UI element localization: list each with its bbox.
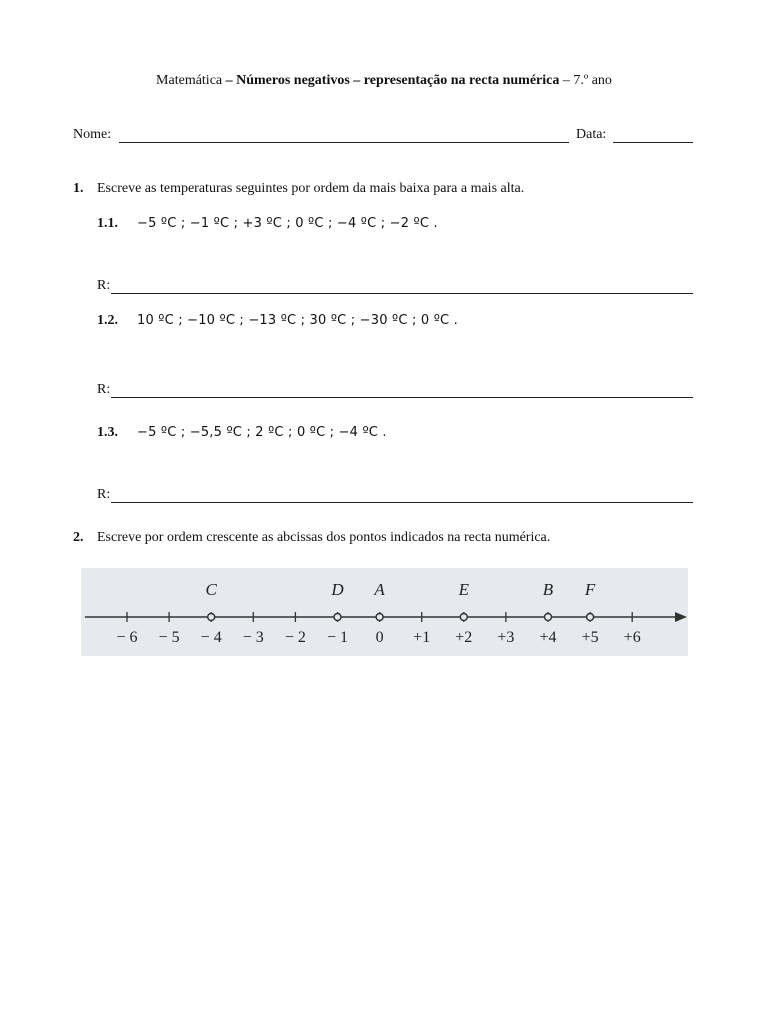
temperature-list: −5 ºC ; −5,5 ºC ; 2 ºC ; 0 ºC ; −4 ºC .	[137, 425, 387, 440]
name-field[interactable]	[119, 142, 569, 143]
answer-line-1-2	[97, 382, 693, 400]
item-number: 1.1.	[97, 216, 118, 231]
tick-label: − 3	[242, 629, 264, 646]
tick-label: +2	[455, 629, 473, 646]
question-1	[73, 181, 524, 197]
topic: Números negativos – representação na recta numérica	[236, 73, 560, 88]
point-label: D	[331, 580, 344, 599]
point-label: A	[374, 580, 385, 599]
point-label: C	[205, 580, 217, 599]
answer-line-1-1	[97, 278, 693, 296]
item-number: 1.3.	[97, 425, 118, 440]
point-label: F	[584, 580, 596, 599]
point-marker	[587, 614, 594, 621]
point-marker	[208, 614, 215, 621]
tick-label: − 6	[116, 629, 138, 646]
tick-label: +1	[413, 629, 431, 646]
answer-field[interactable]	[111, 293, 693, 294]
tick-label: − 5	[158, 629, 180, 646]
grade: – 7.º ano	[559, 73, 612, 88]
item-1-3	[97, 425, 387, 441]
axis-arrow-icon	[675, 612, 687, 622]
question-number: 2.	[73, 530, 84, 545]
tick-label: − 1	[326, 629, 349, 646]
tick-label: +3	[497, 629, 515, 646]
answer-label: R:	[97, 487, 111, 502]
item-1-1	[97, 216, 438, 232]
date-label: Data:	[576, 127, 607, 142]
subject: Matemática	[156, 73, 223, 88]
answer-line-1-3	[97, 487, 693, 505]
point-label: B	[542, 580, 554, 599]
number-line-figure	[81, 568, 688, 656]
answer-label: R:	[97, 278, 111, 293]
answer-label: R:	[97, 382, 111, 397]
tick-label: +6	[623, 629, 641, 646]
tick-label: − 4	[200, 629, 222, 646]
item-1-2	[97, 313, 458, 329]
question-text: Escreve por ordem crescente as abcissas dos pontos indicados na recta numérica.	[97, 530, 551, 545]
item-number: 1.2.	[97, 313, 118, 328]
point-marker	[376, 614, 383, 621]
tick-label: 0	[375, 629, 384, 646]
date-field[interactable]	[613, 142, 693, 143]
temperature-list: 10 ºC ; −10 ºC ; −13 ºC ; 30 ºC ; −30 ºC ; 0 ºC .	[137, 313, 458, 328]
name-date-row	[73, 127, 693, 145]
point-marker	[460, 614, 467, 621]
answer-field[interactable]	[111, 502, 693, 503]
point-marker	[545, 614, 552, 621]
tick-label: +4	[539, 629, 557, 646]
point-marker	[334, 614, 341, 621]
temperature-list: −5 ºC ; −1 ºC ; +3 ºC ; 0 ºC ; −4 ºC ; −2 ºC .	[137, 216, 438, 231]
question-number: 1.	[73, 181, 84, 196]
tick-label: +5	[581, 629, 599, 646]
tick-label: − 2	[284, 629, 306, 646]
worksheet-title	[0, 73, 768, 89]
point-label: E	[458, 580, 469, 599]
name-label: Nome:	[73, 127, 112, 142]
title-dash: –	[222, 73, 237, 88]
number-line-svg	[81, 568, 688, 656]
question-2	[73, 530, 550, 546]
answer-field[interactable]	[111, 397, 693, 398]
question-text: Escreve as temperaturas seguintes por ordem da mais baixa para a mais alta.	[97, 181, 525, 196]
